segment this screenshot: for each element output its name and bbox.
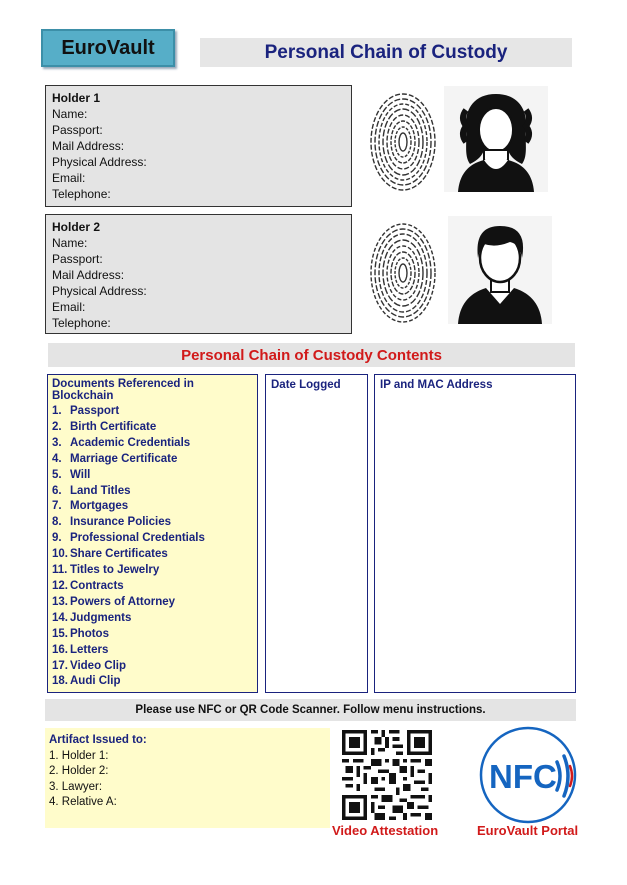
list-item: 3. Academic Credentials xyxy=(52,436,191,449)
list-item: 15. Photos xyxy=(52,627,109,640)
holder-2-email: Email: xyxy=(52,300,86,314)
list-item: 10. Share Certificates xyxy=(52,548,168,561)
contents-title: Personal Chain of Custody Contents xyxy=(48,343,575,367)
ip-mac-heading: IP and MAC Address xyxy=(380,379,493,391)
artifact-relative-a: 4. Relative A: xyxy=(49,796,117,808)
holder-1-email: Email: xyxy=(52,171,86,185)
list-item: 17. Video Clip xyxy=(52,659,127,672)
scan-instruction: Please use NFC or QR Code Scanner. Follow menu instructions. xyxy=(45,699,576,721)
holder-1-card xyxy=(45,85,352,207)
list-item: 2. Birth Certificate xyxy=(52,420,157,433)
holder-1-telephone: Telephone: xyxy=(52,187,111,201)
holder-2-passport: Passport: xyxy=(52,252,103,266)
page-title: Personal Chain of Custody xyxy=(200,38,572,67)
fingerprint-icon xyxy=(368,90,438,195)
artifact-lawyer: 3. Lawyer: xyxy=(49,780,103,793)
nfc-text: NFC xyxy=(489,758,557,795)
artifact-issued-box xyxy=(45,728,330,828)
nfc-icon[interactable] xyxy=(477,726,579,824)
date-logged-heading: Date Logged xyxy=(271,379,341,391)
holder-2-card xyxy=(45,214,352,334)
artifact-holder-1: 1. Holder 1: xyxy=(49,749,109,762)
list-item: 5. Will xyxy=(52,468,91,481)
artifact-title: Artifact Issued to: xyxy=(49,734,147,746)
documents-list xyxy=(52,404,253,690)
documents-heading: Documents Referenced in Blockchain xyxy=(52,378,194,402)
eurovault-logo: EuroVault xyxy=(41,29,175,67)
list-item: 14. Judgments xyxy=(52,611,132,624)
qr-label: Video Attestation xyxy=(332,823,439,838)
list-item: 18. Audi Clip xyxy=(52,675,121,688)
holder-2-telephone: Telephone: xyxy=(52,316,111,330)
artifact-holder-2: 2. Holder 2: xyxy=(49,765,109,777)
fingerprint-icon xyxy=(368,220,438,326)
holder-1-heading: Holder 1 xyxy=(52,91,101,105)
holder-2-physical-address: Physical Address: xyxy=(52,284,147,298)
date-logged-column xyxy=(265,374,368,693)
documents-column xyxy=(47,374,258,693)
list-item: 6. Land Titles xyxy=(52,484,131,497)
list-item: 9. Professional Credentials xyxy=(52,532,205,545)
list-item: 11. Titles to Jewelry xyxy=(52,564,160,577)
holder-2-name: Name: xyxy=(52,236,88,250)
list-item: 8. Insurance Policies xyxy=(52,516,171,529)
holder-1-mail-address: Mail Address: xyxy=(52,139,125,153)
holder-2-mail-address: Mail Address: xyxy=(52,268,125,282)
list-item: 7. Mortgages xyxy=(52,500,129,513)
list-item: 4. Marriage Certificate xyxy=(52,452,178,465)
qr-code-icon[interactable] xyxy=(342,730,432,820)
male-avatar-icon xyxy=(448,216,552,324)
holder-1-passport: Passport: xyxy=(52,123,103,137)
nfc-label: EuroVault Portal xyxy=(477,823,579,838)
list-item: 12. Contracts xyxy=(52,579,124,592)
holder-1-physical-address: Physical Address: xyxy=(52,155,147,169)
list-item: 1. Passport xyxy=(52,405,120,417)
holder-2-heading: Holder 2 xyxy=(52,220,101,234)
female-avatar-icon xyxy=(444,86,548,192)
ip-mac-column xyxy=(374,374,576,693)
list-item: 13. Powers of Attorney xyxy=(52,595,176,608)
list-item: 16. Letters xyxy=(52,643,109,656)
holder-1-name: Name: xyxy=(52,107,88,121)
